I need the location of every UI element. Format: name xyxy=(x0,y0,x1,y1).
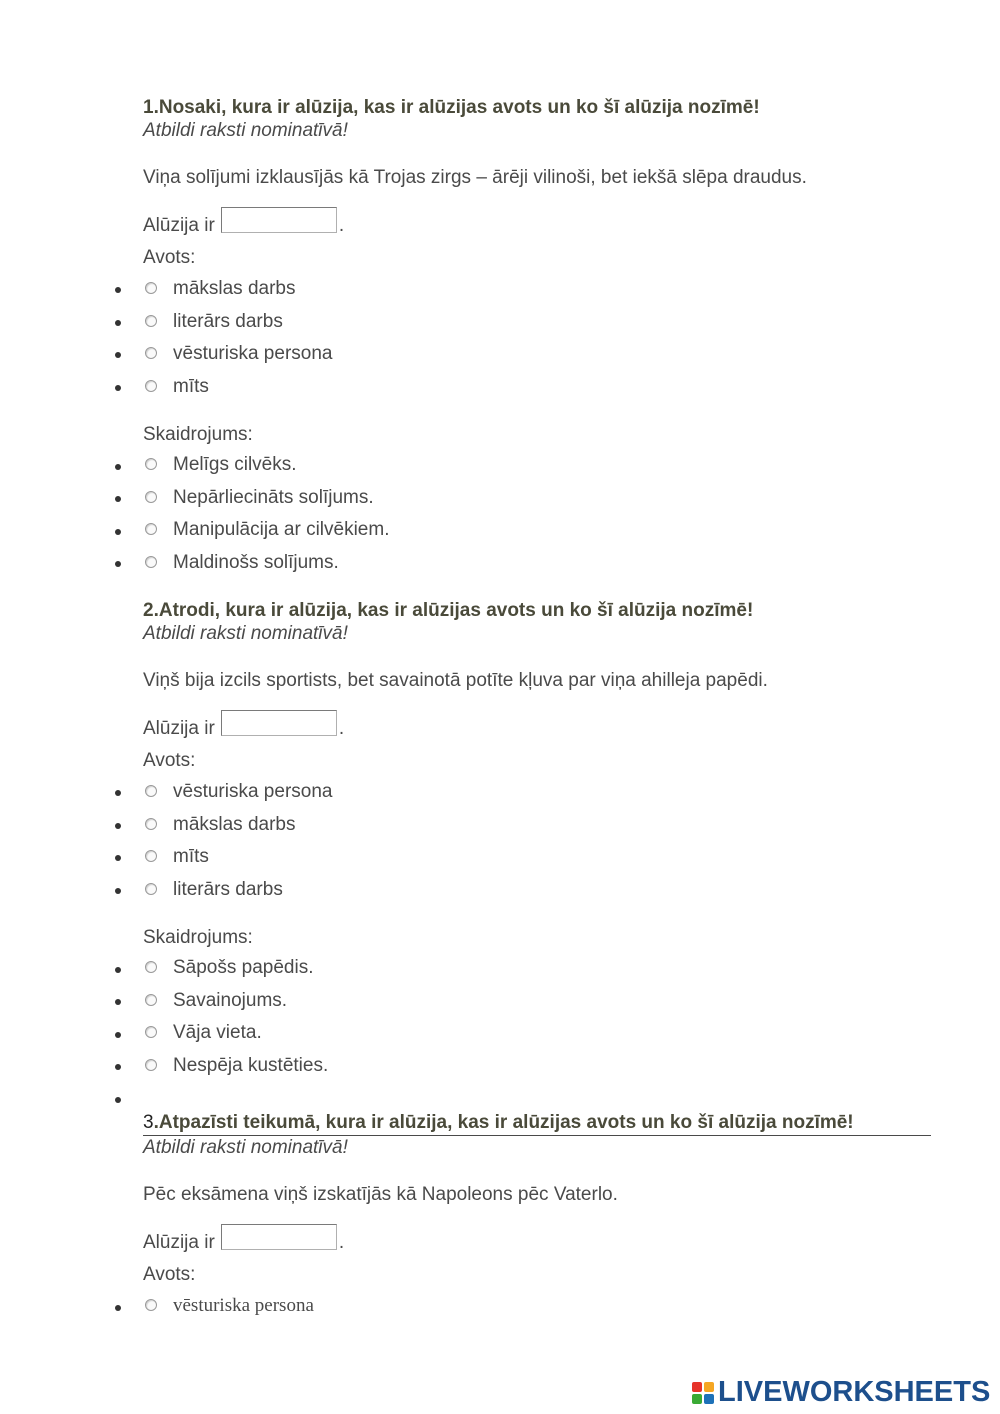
list-bullet xyxy=(115,320,121,326)
logo-square-green xyxy=(692,1394,702,1404)
list-bullet xyxy=(115,287,121,293)
q2-explanation-label: Skaidrojums: xyxy=(143,927,253,948)
list-bullet xyxy=(115,823,121,829)
q2-explanation-radio-1[interactable] xyxy=(145,961,157,973)
list-bullet xyxy=(115,967,121,973)
q1-title: 1.Nosaki, kura ir alūzija, kas ir alūzijas avots un ko šī alūzija nozīmē! xyxy=(143,97,760,118)
q1-answer-line xyxy=(143,211,344,237)
q1-source-label: Avots: xyxy=(143,247,196,268)
q2-explanation-radio-2[interactable] xyxy=(145,994,157,1006)
q2-answer-input[interactable] xyxy=(221,710,337,736)
list-bullet xyxy=(115,1064,121,1070)
q1-explanation-radio-1[interactable] xyxy=(145,458,157,470)
q2-answer-suffix: . xyxy=(338,718,345,739)
q1-answer-label: Alūzija ir xyxy=(143,215,215,236)
q1-instruction: Atbildi raksti nominatīvā! xyxy=(143,120,348,141)
list-bullet xyxy=(115,352,121,358)
q2-source-radio-2[interactable] xyxy=(145,818,157,830)
q2-explanation-option-1: Sāpošs papēdis. xyxy=(173,957,314,978)
q3-instruction: Atbildi raksti nominatīvā! xyxy=(143,1137,348,1158)
q1-answer-suffix: . xyxy=(338,215,345,236)
q1-source-option-4: mīts xyxy=(173,376,209,397)
q1-explanation-option-3: Manipulācija ar cilvēkiem. xyxy=(173,519,390,540)
list-bullet xyxy=(115,855,121,861)
q1-explanation-option-4: Maldinošs solījums. xyxy=(173,552,339,573)
list-bullet xyxy=(115,529,121,535)
q3-answer-suffix: . xyxy=(338,1232,345,1253)
q2-explanation-option-4: Nespēja kustēties. xyxy=(173,1055,329,1076)
q2-sentence: Viņš bija izcils sportists, bet savainotā potīte kļuva par viņa ahilleja papēdi. xyxy=(143,670,768,691)
q1-source-radio-1[interactable] xyxy=(145,282,157,294)
q3-title-text: .Atpazīsti teikumā, kura ir alūzija, kas ir alūzijas avots un ko šī alūzija nozīmē! xyxy=(153,1112,854,1133)
q1-source-option-3: vēsturiska persona xyxy=(173,343,333,364)
q3-answer-label: Alūzija ir xyxy=(143,1232,215,1253)
q2-answer-label: Alūzija ir xyxy=(143,718,215,739)
q1-answer-input[interactable] xyxy=(221,207,337,233)
q2-source-radio-4[interactable] xyxy=(145,883,157,895)
list-bullet xyxy=(115,385,121,391)
list-bullet xyxy=(115,888,121,894)
q2-source-option-4: literārs darbs xyxy=(173,879,283,900)
q1-sentence: Viņa solījumi izklausījās kā Trojas zirgs – ārēji vilinoši, bet iekšā slēpa draudus. xyxy=(143,167,807,188)
q2-source-option-1: vēsturiska persona xyxy=(173,781,333,802)
q1-source-radio-4[interactable] xyxy=(145,380,157,392)
q3-answer-input[interactable] xyxy=(221,1224,337,1250)
list-bullet xyxy=(115,999,121,1005)
q1-source-radio-3[interactable] xyxy=(145,347,157,359)
q1-source-radio-2[interactable] xyxy=(145,315,157,327)
list-bullet xyxy=(115,561,121,567)
liveworksheets-logo xyxy=(692,1376,990,1409)
q1-source-option-1: mākslas darbs xyxy=(173,278,296,299)
q2-explanation-radio-4[interactable] xyxy=(145,1059,157,1071)
q3-source-label: Avots: xyxy=(143,1264,196,1285)
q2-source-option-2: mākslas darbs xyxy=(173,814,296,835)
q3-title-underline xyxy=(143,1135,931,1136)
list-bullet xyxy=(115,496,121,502)
q3-answer-line xyxy=(143,1228,344,1254)
q2-explanation-option-2: Savainojums. xyxy=(173,990,288,1011)
logo-square-red xyxy=(692,1382,702,1392)
q2-explanation-radio-3[interactable] xyxy=(145,1026,157,1038)
q1-source-option-2: literārs darbs xyxy=(173,311,283,332)
list-bullet xyxy=(115,1032,121,1038)
q3-sentence: Pēc eksāmena viņš izskatījās kā Napoleons pēc Vaterlo. xyxy=(143,1184,618,1205)
list-bullet xyxy=(115,1305,121,1311)
q3-number: 3 xyxy=(143,1112,154,1133)
q3-title xyxy=(143,1112,854,1134)
q2-source-label: Avots: xyxy=(143,750,196,771)
q2-explanation-option-3: Vāja vieta. xyxy=(173,1022,262,1043)
liveworksheets-logo-text: LIVEWORKSHEETS xyxy=(718,1376,991,1408)
q2-source-option-3: mīts xyxy=(173,846,209,867)
logo-square-blue xyxy=(704,1394,714,1404)
q2-source-radio-3[interactable] xyxy=(145,850,157,862)
q1-explanation-radio-4[interactable] xyxy=(145,556,157,568)
q1-explanation-option-1: Melīgs cilvēks. xyxy=(173,454,297,475)
q1-explanation-radio-3[interactable] xyxy=(145,523,157,535)
list-bullet xyxy=(115,790,121,796)
q3-source-option-1: vēsturiska persona xyxy=(173,1295,314,1316)
list-bullet xyxy=(115,1097,121,1103)
q2-source-radio-1[interactable] xyxy=(145,785,157,797)
liveworksheets-logo-icon xyxy=(692,1382,714,1404)
q2-answer-line xyxy=(143,714,344,740)
q2-instruction: Atbildi raksti nominatīvā! xyxy=(143,623,348,644)
q1-explanation-label: Skaidrojums: xyxy=(143,424,253,445)
list-bullet xyxy=(115,464,121,470)
q3-source-radio-1[interactable] xyxy=(145,1299,157,1311)
q1-explanation-option-2: Nepārliecināts solījums. xyxy=(173,487,374,508)
q1-explanation-radio-2[interactable] xyxy=(145,491,157,503)
logo-square-orange xyxy=(704,1382,714,1392)
q2-title: 2.Atrodi, kura ir alūzija, kas ir alūzijas avots un ko šī alūzija nozīmē! xyxy=(143,600,754,621)
